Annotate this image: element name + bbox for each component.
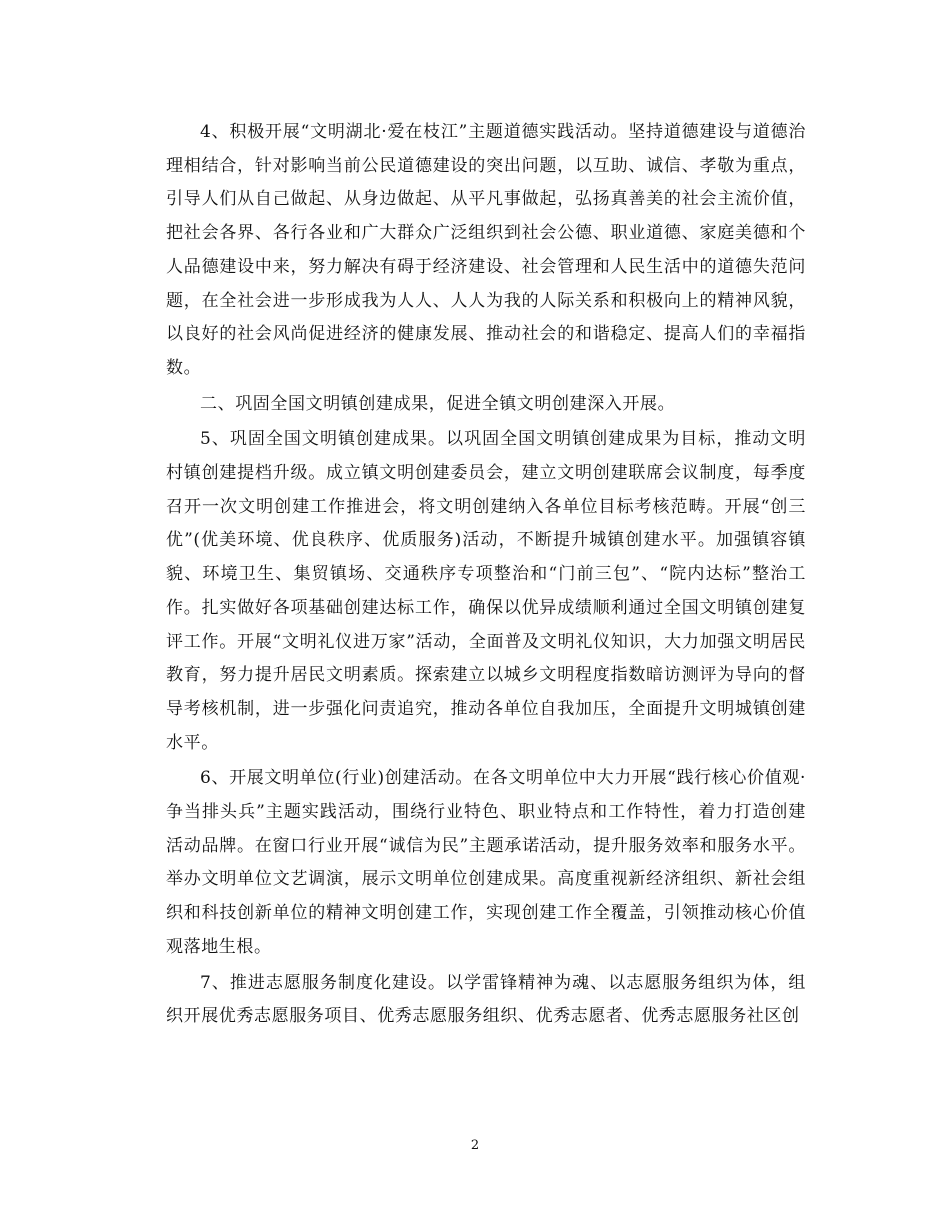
page-number: 2 [470, 1138, 480, 1153]
paragraph-item-5: 5、巩固全国文明镇创建成果。以巩固全国文明镇创建成果为目标，推动文明村镇创建提档升级。成立镇文明创建委员会，建立文明创建联席会议制度，每季度召开一次文明创建工作推进会，将文明创建纳入各单位目标考核范畴。开展“创三优”(优美环境、优良秩序、优质服务)活动，不断提升城镇创建水平。加强镇容镇貌、环境卫生、集贸镇场、交通秩序专项整治和“门前三包”、“院内达标”整治工作。扎实做好各项基础创建达标工作，确保以优异成绩顺利通过全国文明镇创建复评工作。开展“文明礼仪进万家”活动，全面普及文明礼仪知识，大力加强文明居民教育，努力提升居民文明素质。探索建立以城乡文明程度指数暗访测评为导向的督导考核机制，进一步强化问责追究，推动各单位自我加压，全面提升文明城镇创建水平。 [166, 429, 806, 753]
paragraph-item-7: 7、推进志愿服务制度化建设。以学雷锋精神为魂、以志愿服务组织为体，组织开展优秀志愿服务项目、优秀志愿服务组织、优秀志愿者、优秀志愿服务社区创 [166, 972, 806, 1027]
paragraph-item-6: 6、开展文明单位(行业)创建活动。在各文明单位中大力开展“践行核心价值观·争当排头兵”主题实践活动，围绕行业特色、职业特点和工作特性，着力打造创建活动品牌。在窗口行业开展“诚信为民”主题承诺活动，提升服务效率和服务水平。举办文明单位文艺调演，展示文明单位创建成果。高度重视新经济组织、新社会组织和科技创新单位的精神文明创建工作，实现创建工作全覆盖，引领推动核心价值观落地生根。 [166, 768, 806, 957]
section-heading-2: 二、巩固全国文明镇创建成果，促进全镇文明创建深入开展。 [200, 393, 676, 414]
document-body [166, 116, 806, 1036]
paragraph-item-4: 4、积极开展“文明湖北·爱在枝江”主题道德实践活动。坚持道德建设与道德治理相结合，针对影响当前公民道德建设的突出问题，以互助、诚信、孝敬为重点，引导人们从自己做起、从身边做起、从平凡事做起，弘扬真善美的社会主流价值，把社会各界、各行各业和广大群众广泛组织到社会公德、职业道德、家庭美德和个人品德建设中来，努力解决有碍于经济建设、社会管理和人民生活中的道德失范问题，在全社会进一步形成我为人人、人人为我的人际关系和积极向上的精神风貌，以良好的社会风尚促进经济的健康发展、推动社会的和谐稳定、提高人们的幸福指数。 [166, 122, 806, 378]
